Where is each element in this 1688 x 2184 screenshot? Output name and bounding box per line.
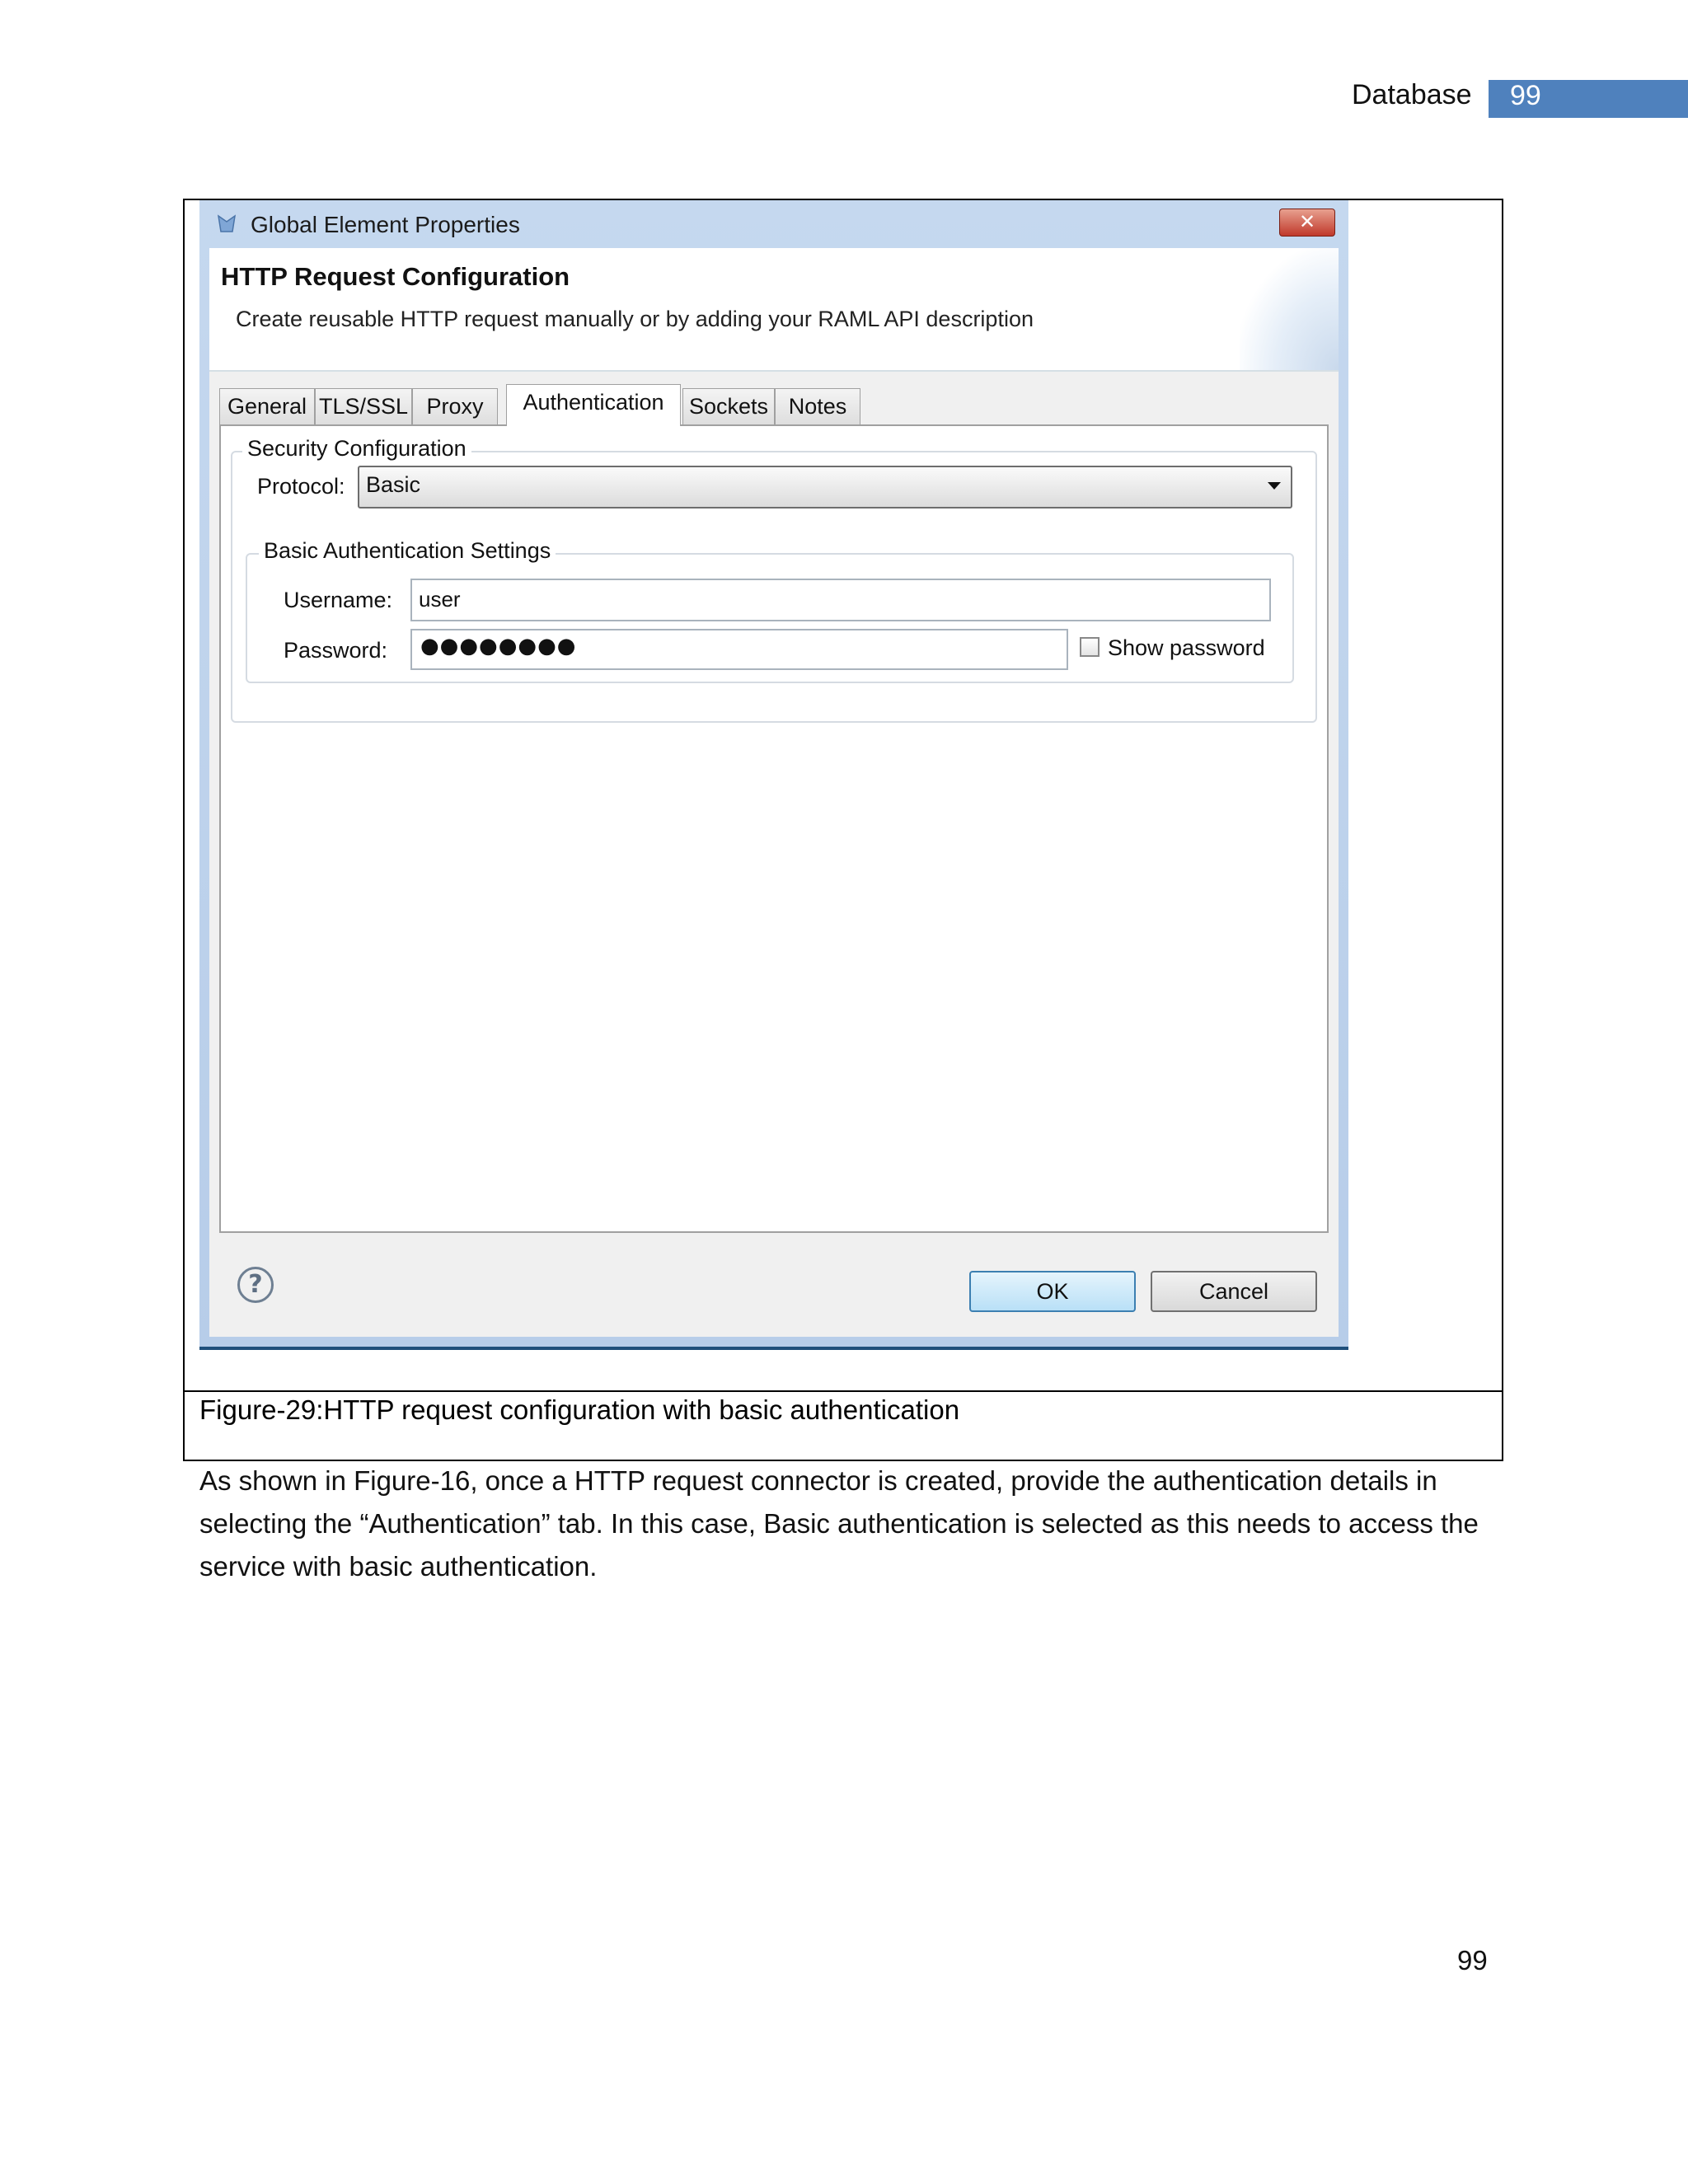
tab-notes[interactable]: Notes	[775, 388, 860, 424]
security-configuration-label: Security Configuration	[242, 436, 471, 462]
cancel-button[interactable]: Cancel	[1151, 1271, 1317, 1312]
username-value: user	[419, 587, 461, 612]
username-input[interactable]	[410, 579, 1271, 621]
ok-button[interactable]: OK	[969, 1271, 1136, 1312]
mule-app-icon	[216, 213, 237, 235]
password-label: Password:	[284, 638, 388, 663]
running-header-page-number: 99	[1510, 80, 1541, 111]
dialog-banner	[209, 248, 1339, 372]
figure-caption: Figure-29:HTTP request configuration with basic authentication	[199, 1394, 960, 1425]
body-paragraph: As shown in Figure-16, once a HTTP request connector is created, provide the authentication details in selecting the “Authentication” tab. In this case, Basic authentication is selected as this needs to access the service with basic authentication.	[199, 1465, 1479, 1582]
close-icon: ✕	[1298, 210, 1316, 233]
authentication-tab-panel	[219, 424, 1329, 1233]
tab-sockets[interactable]: Sockets	[682, 388, 775, 424]
banner-description: Create reusable HTTP request manually or by adding your RAML API description	[236, 307, 1034, 331]
protocol-select[interactable]	[358, 466, 1292, 509]
banner-title: HTTP Request Configuration	[221, 262, 570, 291]
protocol-label: Protocol:	[257, 474, 345, 499]
show-password-label: Show password	[1108, 635, 1265, 660]
close-button[interactable]	[1279, 209, 1335, 237]
tab-general[interactable]: General	[219, 388, 315, 424]
footer-page-number: 99	[1457, 1945, 1488, 1975]
dialog-window-title: Global Element Properties	[251, 212, 520, 237]
dialog-client-area	[209, 248, 1339, 1337]
basic-auth-settings-label: Basic Authentication Settings	[259, 538, 556, 564]
show-password-checkbox[interactable]	[1080, 637, 1100, 657]
dialog-titlebar	[199, 200, 1348, 247]
tab-authentication[interactable]: Authentication	[506, 384, 681, 426]
figure-caption-divider	[183, 1390, 1503, 1392]
running-header-section: Database	[1352, 79, 1472, 110]
tab-proxy[interactable]: Proxy	[412, 388, 498, 424]
tab-tls-ssl[interactable]: TLS/SSL	[315, 388, 412, 424]
password-input[interactable]	[410, 629, 1068, 670]
help-icon: ?	[248, 1270, 263, 1299]
chevron-down-icon	[1268, 482, 1281, 490]
protocol-select-value: Basic	[366, 472, 421, 497]
password-masked-value: ●●●●●●●●	[420, 634, 577, 658]
username-label: Username:	[284, 588, 393, 612]
help-button[interactable]	[237, 1267, 274, 1303]
global-element-properties-dialog	[199, 200, 1348, 1350]
banner-decoration	[1240, 248, 1339, 370]
